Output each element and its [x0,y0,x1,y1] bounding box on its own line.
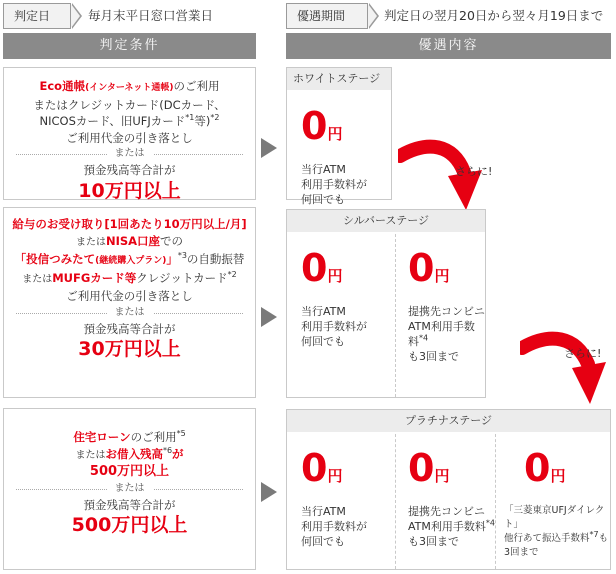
zero-yen [408,248,485,296]
play-arrow-icon [261,307,277,327]
loan-balance-text: お借入残高 [105,446,163,461]
or-text: または [107,148,153,159]
platinum-atm-benefit [287,434,395,569]
conv-desc-text: ATM利用手数料 [408,320,475,348]
yen-unit: 円 [550,467,566,485]
atm-desc-line: 利用手数料が [301,520,367,533]
conv-desc-line: 提携先コンビニ [408,305,485,318]
transfer-desc-text: 他行あて振込手数料 [504,533,590,544]
period-label-text: 優遇期間 [297,9,346,23]
atm-desc-line: 当行ATM [301,505,346,518]
atm-desc-line: 何回でも [301,335,345,348]
atm-desc-line: 利用手数料が [301,178,367,191]
auto-transfer-text: の自動振替 [186,252,245,266]
yen-unit: 円 [327,125,343,143]
cond3-amount: 500万円以上 [71,514,188,536]
more-label: さらに! [564,347,602,360]
arrow-tip-icon [369,3,379,29]
yen-unit: 円 [434,267,450,285]
period-label [286,3,368,29]
eco-passbook-text: Eco通帳 [39,79,86,93]
cond1-card-text: NICOSカード、旧UFJカード [39,114,186,128]
atm-desc [301,162,391,207]
cond3-usage-text: のご利用 [130,430,177,444]
yen-unit: 円 [434,467,450,485]
eco-passbook-note: (インターネット通帳) [85,83,174,93]
platinum-stage-title: プラチナステージ [287,410,610,432]
benefits-header: 優遇内容 [286,33,611,59]
transfer-desc-tail: も [598,533,609,544]
atm-desc-line: 利用手数料が [301,320,367,333]
conv-desc-line [408,519,495,534]
platinum-transfer-benefit [495,434,610,569]
conditions-header: 判定条件 [3,33,256,59]
cond2-amount: 30万円以上 [78,338,181,360]
or-text: または [107,307,153,318]
conv-desc-line [408,319,485,349]
cond2-line5: ご利用代金の引き落とし [66,289,193,303]
mufg-card-text: MUFGカード等 [52,270,137,285]
yen-unit: 円 [327,267,343,285]
play-arrow-icon [261,138,277,158]
or-separator [4,481,255,497]
or-prefix: または [22,273,53,285]
silver-stage-box [286,209,486,398]
footnote-marker: *2 [227,269,237,279]
cond2-line3 [4,251,255,270]
footnote-marker: *2 [210,113,220,123]
investment-plan-close: 」 [166,252,178,266]
cond3-line2 [4,446,255,465]
footnote-marker: *1 [185,113,195,123]
convenience-desc [408,504,495,549]
cond2-salary-text: 給与のお受け取り[1回あたり10万円以上/月] [12,217,247,231]
investment-plan-note: (継続購入プラン) [95,256,167,266]
judge-date-value: 毎月末平日窓口営業日 [88,8,214,23]
platinum-stage-box [286,409,611,570]
zero-yen [301,448,395,496]
atm-desc [301,504,395,549]
zero-yen [504,448,610,496]
footnote-marker: *4 [485,518,495,528]
cond2-line4 [4,270,255,289]
play-arrow-icon [261,482,277,502]
atm-desc-line: 当行ATM [301,163,346,176]
or-prefix: または [75,449,106,461]
housing-loan-text: 住宅ローン [73,430,131,444]
investment-plan-text: 「投信つみたて [14,252,96,266]
zero-yen [408,448,495,496]
cond1-amount: 10万円以上 [78,179,181,202]
atm-desc-line: 当行ATM [301,305,346,318]
cond1-line1 [4,78,255,97]
cond2-de-text: での [160,233,184,248]
zero-value: 0 [524,446,551,490]
zero-yen [301,106,391,154]
atm-desc-line: 何回でも [301,535,345,548]
period-value: 判定日の翌月20日から翌々月19日まで [384,8,604,23]
or-prefix: または [75,236,106,248]
footnote-marker: *4 [419,333,429,343]
judge-date-label-text: 判定日 [14,9,51,23]
yen-unit: 円 [327,467,343,485]
conv-desc-line: も3回まで [408,350,459,363]
transfer-desc [504,504,610,560]
white-stage-box [286,67,392,206]
more-label: さらに! [455,165,493,178]
cond1-line3 [4,113,255,130]
transfer-desc-line: 3回まで [504,547,539,558]
footnote-marker: *3 [177,251,187,261]
nisa-text: NISA口座 [105,233,161,248]
transfer-desc-line: 「三菱東京UFJダイレクト」 [504,505,605,530]
silver-atm-benefit [287,234,395,397]
cond1-balance-text: 預金残高等合計が [83,163,176,177]
condition-box-silver [3,207,256,398]
conv-desc-line: 提携先コンビニ [408,505,485,518]
curved-arrow-icon [520,330,612,412]
zero-value: 0 [408,446,435,490]
white-atm-benefit [287,92,391,206]
judge-date-label [3,3,71,29]
zero-value: 0 [301,446,328,490]
conv-desc-line: も3回まで [408,535,459,548]
silver-stage-title: シルバーステージ [287,210,485,232]
silver-convenience-benefit [395,234,485,397]
credit-card-text: クレジットカード [136,270,228,285]
cond1-line2: またはクレジットカード(DCカード、 [33,97,226,112]
atm-desc-line: 何回でも [301,193,345,206]
footnote-marker: *6 [162,445,173,455]
zero-value: 0 [301,246,328,290]
zero-value: 0 [301,104,328,148]
arrow-tip-icon [72,3,82,29]
footnote-marker: *5 [176,429,186,439]
cond3-line1 [4,429,255,446]
cond3-loan-amount: 500万円以上 [89,464,170,479]
or-separator [4,146,255,162]
cond2-balance-text: 預金残高等合計が [83,321,176,336]
convenience-desc [408,304,485,364]
or-text: または [107,483,153,494]
atm-desc [301,304,395,349]
cond3-ga-text: が [172,446,184,461]
condition-box-platinum [3,408,256,570]
cond3-balance-text: 預金残高等合計が [83,497,176,512]
conv-desc-text: ATM利用手数料 [408,520,486,533]
footnote-marker: *7 [589,529,599,539]
platinum-convenience-benefit [395,434,495,569]
condition-box-white [3,67,256,200]
cond1-card-tail: 等) [194,114,211,128]
cond2-line2 [4,233,255,252]
zero-yen [301,248,395,296]
cond1-line4: ご利用代金の引き落とし [66,130,193,145]
cond1-usage-text: のご利用 [173,79,220,93]
zero-value: 0 [408,246,435,290]
transfer-desc-line [504,529,610,546]
or-separator [4,305,255,321]
white-stage-title: ホワイトステージ [287,68,391,90]
